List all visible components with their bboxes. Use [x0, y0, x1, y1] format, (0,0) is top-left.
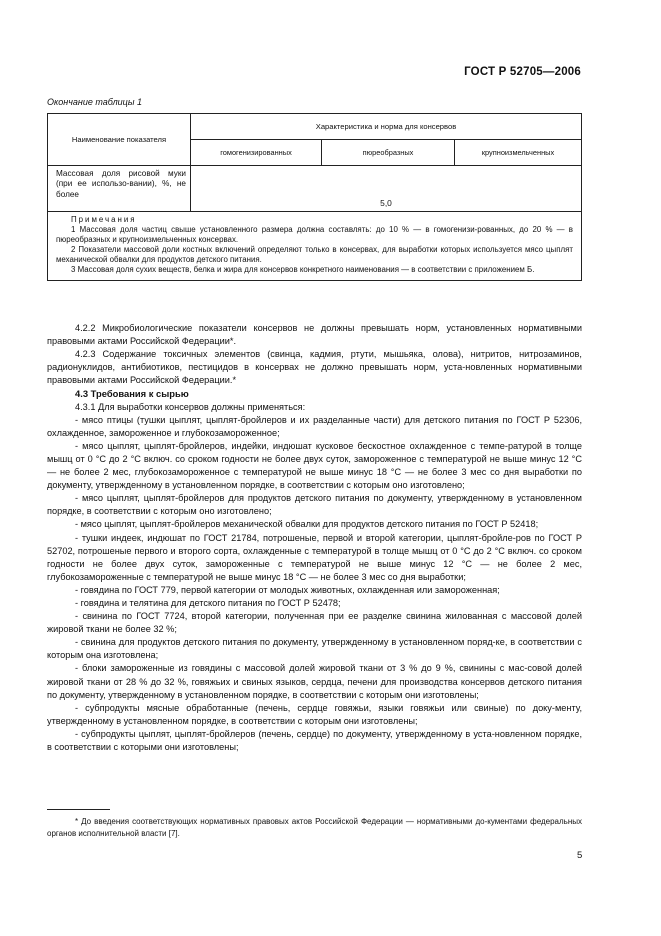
list-item: - говядина и телятина для детского питания по ГОСТ Р 52478; [75, 597, 341, 608]
section-heading: 4.3 Требования к сырью [75, 388, 189, 400]
note-item: 1 Массовая доля частиц свыше установленного размера должна составлять: до 10 % — в гомогенизи-рованных, до 20 % — в пюреобразных и крупноизмельченных консервах. [56, 225, 573, 245]
column-header-homogenized: гомогенизированных [191, 140, 322, 166]
table-row [48, 166, 582, 212]
list-item: - тушки индеек, индюшат по ГОСТ 21784, потрошеные, первой и второй категории, цыплят-бройле-ров по ГОСТ Р 52702, потрошеные первого и второго сорта, охлажденные с температурой в толще мышц от 0 °С до 2 °С включ. со сроком годности не более двух суток, замороженные с температурой не выше минус 12 °С — не более 2 мес, глубокозамороженные с температурой не выше минус 18 °С — не более 3 мес со дня выработки; [47, 532, 582, 582]
list-item: - субпродукты мясные обработанные (печень, сердце говяжьи, языки говяжьи или свиные) по доку-менту, утвержденному в установленном порядке, в соответствии с которым они изготовлены; [47, 702, 582, 726]
column-header-pureed: пюреобразных [322, 140, 455, 166]
list-item: - субпродукты цыплят, цыплят-бройлеров (печень, сердце) по документу, утвержденному в уста-новленном порядке, в соответствии с которыми они изготовлены; [47, 728, 582, 752]
list-item: - мясо птицы (тушки цыплят, цыплят-бройлеров и их разделанные части) для детского питания по ГОСТ Р 52306, охлажденное, замороженное и глубокозамороженное; [47, 414, 582, 438]
paragraph-4-2-2: 4.2.2 Микробиологические показатели консервов не должны превышать норм, установленных нормативными правовыми актами Российской Федерации*. [47, 323, 582, 347]
note-item: 3 Массовая доля сухих веществ, белка и жира для консервов конкретного наименования — в соответствии с приложением Б. [71, 265, 535, 275]
list-item: - мясо цыплят, цыплят-бройлеров механической обвалки для продуктов детского питания по ГОСТ Р 52418; [75, 519, 539, 530]
list-item: - блоки замороженные из говядины с массовой долей жировой ткани от 3 % до 9 %, свинины с мас-совой долей жировой ткани от 28 % до 32 %, говяжьих и свиных языков, сердца, печени для производства консервов детского питания по документу, утвержденному в установленном порядке, в соответствии с которым они изготовлены; [47, 663, 582, 700]
table-caption: Окончание таблицы 1 [47, 97, 142, 107]
page-number: 5 [577, 850, 583, 861]
document-number: ГОСТ Р 52705—2006 [464, 66, 581, 78]
column-header-indicator-name: Наименование показателя [48, 114, 191, 166]
paragraph-4-3-1: 4.3.1 Для выработки консервов должны применяться: [75, 401, 306, 412]
row-value: 5,0 [191, 166, 582, 212]
requirements-table [47, 113, 582, 281]
paragraph-4-2-3: 4.2.3 Содержание токсичных элементов (свинца, кадмия, ртути, мышьяка, олова), нитритов, нитрозаминов, радионуклидов, антибиотиков, пестицидов в консервах не должно превышать норм, уста-новленных нормативными правовыми актами Российской Федерации.* [47, 349, 582, 386]
note-item: 2 Показатели массовой доли костных включений определяют только в консервах, для выработки которых используется мясо цыплят механической обвалки для продуктов детского питания. [56, 245, 573, 265]
footnote: * До введения соответствующих нормативных правовых актов Российской Федерации — нормативными до-кументами федеральных органов исполнительной власти [7]. [47, 817, 582, 838]
table-notes [48, 212, 582, 281]
list-item: - свинина по ГОСТ 7724, второй категории, полученная при ее разделке свинина жилованная с массовой долей жировой ткани не более 32 %; [47, 611, 582, 635]
column-header-coarse: крупноизмельченных [455, 140, 582, 166]
list-item: - мясо цыплят, цыплят-бройлеров для продуктов детского питания по документу, утвержденному в установленном порядке, в соответствии с которым оно изготовлено; [47, 493, 582, 517]
footnote-divider [47, 809, 110, 810]
notes-title: Примечания [71, 215, 137, 224]
list-item: - свинина для продуктов детского питания по документу, утвержденному в установленном поряд-ке, в соответствии с которым она изготовлена; [47, 637, 582, 661]
list-item: - мясо цыплят, цыплят-бройлеров, индейки, индюшат кусковое бескостное охлажденное с темпе-ратурой в толще мышц от 0 °С до 2 °С включ. со сроком годности не более двух суток, замороженное с температурой не выше минус 12 °С — не более 2 мес, глубокозамороженное с температурой не выше минус 18 °С — не более 3 мес со дня выработки по документу, утвержденному в установленном порядке, в соответствии с которым оно изготовлено; [47, 440, 582, 491]
list-item: - говядина по ГОСТ 779, первой категории от молодых животных, охлажденная или замороженная; [75, 584, 500, 595]
column-group-header: Характеристика и норма для консервов [191, 114, 582, 140]
row-indicator-name: Массовая доля рисовой муки (при ее использо-вании), %, не более [48, 166, 191, 212]
main-text [47, 322, 582, 754]
